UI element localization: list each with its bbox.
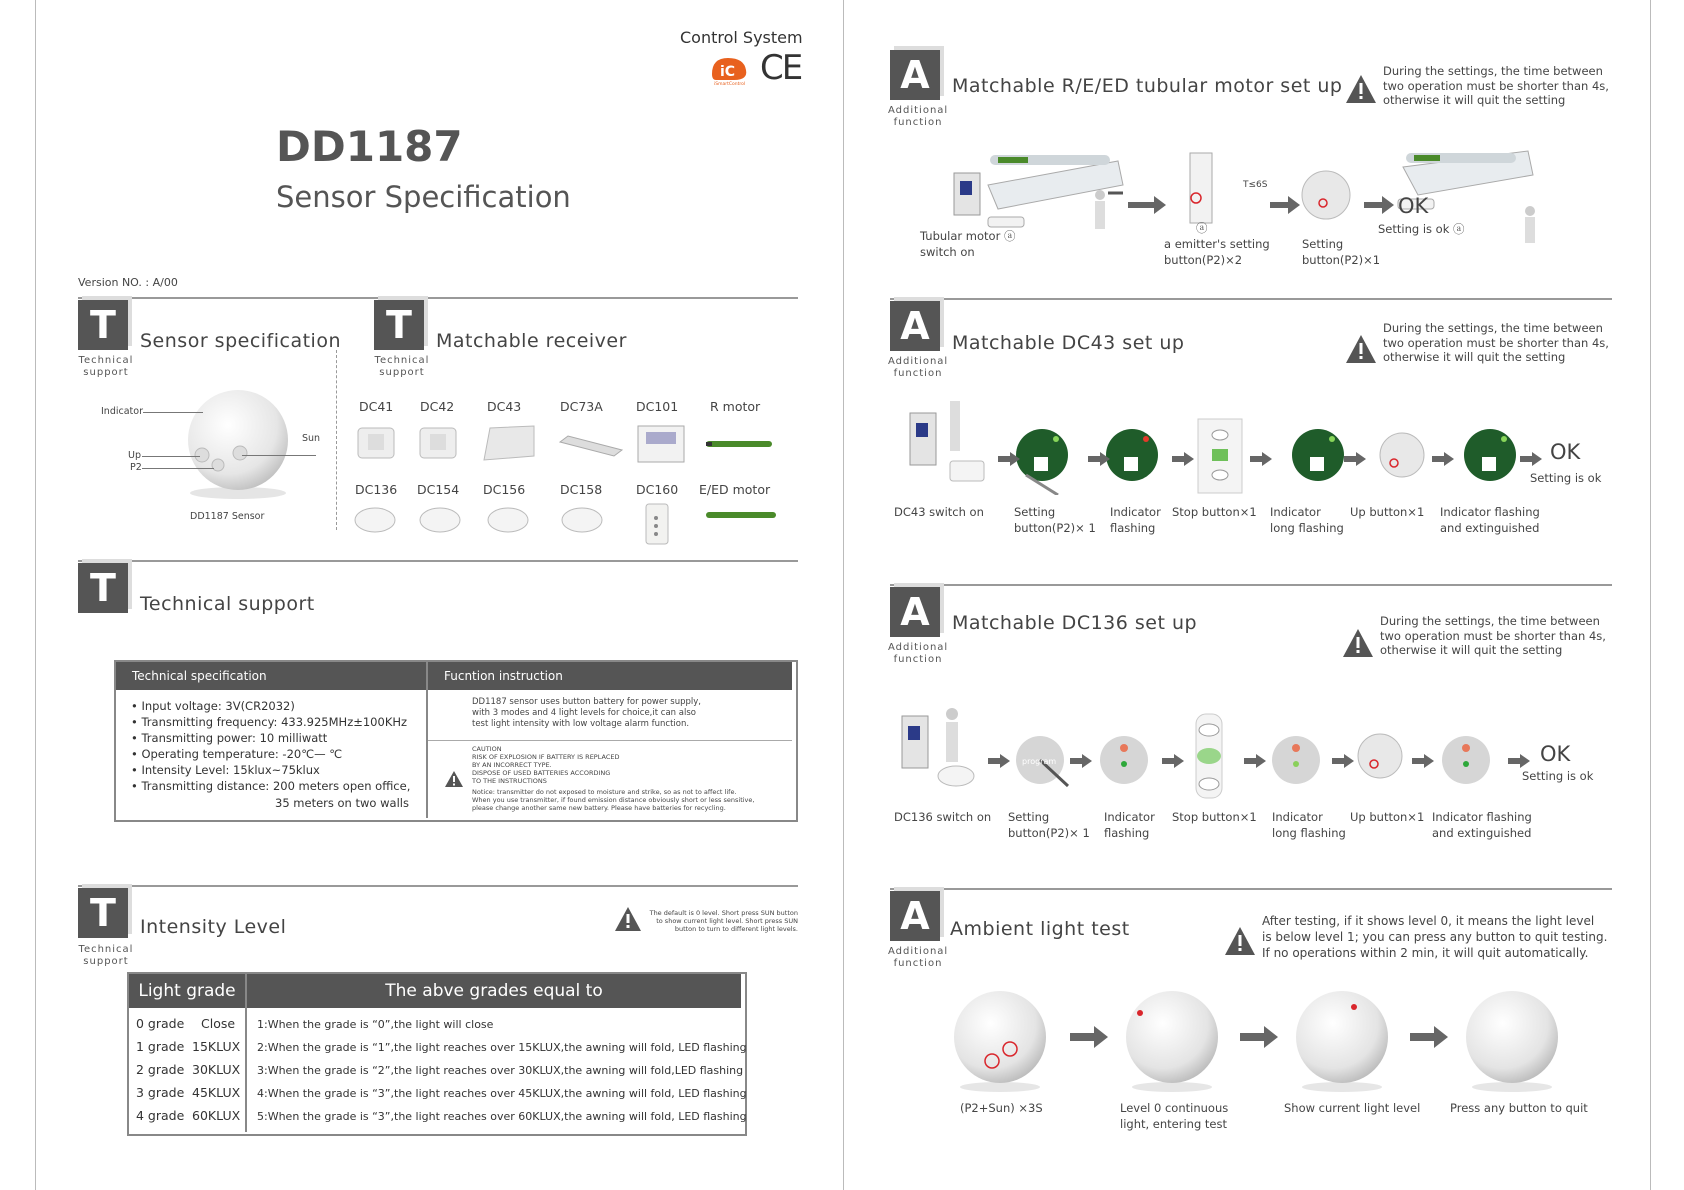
receiver-label: DC156 — [483, 482, 526, 497]
grade-cell: 3 grade — [136, 1085, 185, 1100]
step-label: Indicator flashing and extinguished — [1432, 810, 1532, 840]
step-label: (P2+Sun) ×3S — [960, 1101, 1043, 1115]
spec-item: • Transmitting distance: 200 meters open office, — [131, 778, 410, 794]
arrow-right-icon — [1270, 196, 1300, 214]
badge-caption: Technical support — [374, 355, 430, 378]
receiver-label: DC136 — [355, 482, 398, 497]
arrow-right-icon — [988, 754, 1010, 768]
step-label: Setting button(P2)× 1 — [1008, 810, 1090, 840]
badge-caption: Additional function — [888, 356, 949, 379]
step-label: Stop button×1 — [1172, 810, 1257, 824]
receiver-label: DC160 — [636, 482, 679, 497]
ok-label: OK — [1540, 742, 1571, 766]
step-label: Up button×1 — [1350, 505, 1425, 519]
grade-cell: 4 grade — [136, 1108, 185, 1123]
dc43-board-1 — [1016, 429, 1068, 495]
ok-label: OK — [1398, 194, 1429, 218]
timer-label: T≤6S — [1243, 180, 1268, 190]
dc73a-device — [560, 436, 622, 456]
grade-cell: 1 grade — [136, 1039, 185, 1054]
dc43-sensor — [1380, 433, 1424, 477]
dc136-illustrations — [900, 700, 1520, 800]
logo-text: iC — [720, 64, 736, 80]
grade-desc: 2:When the grade is “1”,the light reaches over 15KLUX,the awning will fold, LED flashing — [257, 1041, 747, 1054]
function-text: DD1187 sensor uses button battery for power supply, with 3 modes and 4 light levels for choice,it can also test light intensity with low voltage alarm function. — [472, 697, 701, 729]
dc101-device — [638, 426, 684, 462]
spec-item-tail: 35 meters on two walls — [275, 796, 409, 810]
receiver-label: DC42 — [420, 399, 455, 414]
dc43-board-4 — [1464, 429, 1516, 481]
leader-line — [142, 456, 200, 457]
tech-spec-header: Technical specification — [116, 662, 426, 690]
grade-value: 60KLUX — [192, 1108, 241, 1123]
step-label: Indicator long flashing — [1272, 810, 1346, 840]
person — [1095, 190, 1105, 229]
ambient-sensor-3 — [1296, 991, 1388, 1092]
arrow-right-icon — [1240, 1026, 1278, 1048]
badge-caption: Additional function — [888, 946, 949, 969]
arrow-right-icon — [1412, 754, 1434, 768]
receiver-label: DC43 — [487, 399, 522, 414]
technical-badge: T — [78, 300, 128, 350]
label-sun: Sun — [302, 433, 321, 444]
table-divider — [428, 740, 792, 741]
dc43-device — [484, 426, 534, 460]
receiver-label: DC73A — [560, 399, 603, 414]
arrow-right-icon — [1364, 196, 1394, 214]
awning-extended — [1403, 151, 1533, 195]
arrow-right-icon — [1410, 1026, 1448, 1048]
step-label: DC136 switch on — [894, 810, 992, 824]
arrow-right-icon — [1172, 452, 1194, 466]
grade-cell: 0 grade — [136, 1016, 185, 1031]
warning-icon — [1345, 334, 1377, 364]
program-label: program — [1022, 757, 1057, 766]
receiver-label: R motor — [710, 399, 761, 414]
arrow-right-icon — [1332, 754, 1354, 768]
document-title: DD1187 — [276, 122, 463, 171]
section-title-tech-support: Technical support — [140, 593, 315, 615]
dc43-board-3 — [1292, 429, 1344, 481]
arrow-right-icon — [1070, 754, 1092, 768]
spec-list — [131, 698, 410, 794]
section-rule — [890, 298, 1612, 300]
leader-line — [142, 468, 214, 469]
light-grade-header: Light grade — [129, 974, 245, 1008]
spec-item: • Input voltage: 3V(CR2032) — [131, 698, 410, 714]
page-border-left — [35, 0, 36, 1190]
dc43-note: During the settings, the time between two operation must be shorter than 4s, otherwise it will quit the setting — [1383, 321, 1609, 364]
section-divider — [336, 350, 337, 530]
dc136-stop-panel — [1196, 714, 1222, 798]
receiver-row2-illustrations — [350, 498, 780, 548]
dc43-switch — [910, 401, 984, 481]
dc136-indicator-2 — [1272, 736, 1320, 784]
step-label: Press any button to quit — [1450, 1101, 1588, 1115]
step-label: DC43 switch on — [894, 505, 984, 519]
label-p2: P2 — [130, 462, 142, 473]
leader-line — [143, 412, 203, 413]
ok-sub-label: Setting is ok — [1522, 769, 1594, 783]
technical-badge: T — [374, 300, 424, 350]
step-label: Indicator flashing and extinguished — [1440, 505, 1540, 535]
grade-value: Close — [201, 1016, 236, 1031]
grade-desc: 5:When the grade is “3”,the light reaches over 60KLUX,the awning will fold, LED flashing — [257, 1110, 747, 1123]
tubular-note: During the settings, the time between two operation must be shorter than 4s, otherwise it will quit the setting — [1383, 64, 1609, 107]
step-label: Up button×1 — [1350, 810, 1425, 824]
awning — [988, 155, 1123, 209]
page-border-right — [1650, 0, 1651, 1190]
ce-mark: CE — [760, 48, 802, 88]
badge-caption: Technical support — [78, 355, 134, 378]
sensor-illustration — [170, 385, 300, 505]
step-label: Stop button×1 — [1172, 505, 1257, 519]
section-title-dc136: Matchable DC136 set up — [952, 612, 1198, 634]
section-title-ambient: Ambient light test — [950, 918, 1130, 940]
arrow-right-icon — [1088, 452, 1110, 466]
receiver-row1-illustrations — [354, 420, 774, 470]
spec-item: • Intensity Level: 15klux~75klux — [131, 762, 410, 778]
section-rule — [78, 885, 798, 887]
grade-desc: 1:When the grade is “0”,the light will close — [257, 1018, 494, 1031]
section-title-tubular: Matchable R/E/ED tubular motor set up — [952, 75, 1343, 97]
additional-badge: A — [890, 587, 940, 637]
ambient-sensor-2 — [1126, 991, 1218, 1092]
dc136-sensor — [1358, 734, 1402, 778]
step-label: Show current light level — [1284, 1101, 1421, 1115]
badge-caption: Additional function — [888, 105, 949, 128]
section-title-intensity: Intensity Level — [140, 916, 287, 938]
step-label: Setting button(P2)×1 — [1302, 237, 1381, 267]
receiver-label: DC41 — [359, 399, 394, 414]
dc41-device — [358, 428, 394, 458]
section-title-dc43: Matchable DC43 set up — [952, 332, 1185, 354]
receiver-label: DC158 — [560, 482, 603, 497]
spec-item: • Transmitting power: 10 milliwatt — [131, 730, 410, 746]
function-header: Fucntion instruction — [428, 662, 792, 690]
arrow-right-icon — [1250, 452, 1272, 466]
intensity-note: The default is 0 level. Short press SUN button to show current light level. Short press SUN button to turn to different light levels. — [649, 909, 798, 933]
motor-switch — [954, 173, 980, 215]
section-rule — [890, 584, 1612, 586]
grade-desc: 3:When the grade is “2”,the light reaches over 30KLUX,the awning will fold,LED flashing — [257, 1064, 744, 1077]
arrow-right-icon — [1520, 452, 1542, 466]
arrow-right-icon — [1244, 754, 1266, 768]
grade-desc: 4:When the grade is “3”,the light reaches over 45KLUX,the awning will fold, LED flashing — [257, 1087, 747, 1100]
dc136-indicator-1 — [1100, 736, 1148, 784]
table-divider — [245, 974, 247, 1132]
warning-icon — [614, 906, 642, 932]
dc136-note: During the settings, the time between two operation must be shorter than 4s, otherwise it will quit the setting — [1380, 614, 1606, 657]
grades-equal-header: The abve grades equal to — [247, 974, 741, 1008]
label-indicator: Indicator — [101, 406, 143, 417]
notice-text: Notice: transmitter do not exposed to moisture and strike, so as not to affect life. When you use transmitter, if found emission distance obviously short or less sensitive, please change another same new battery. Please have batteries for recycling. — [472, 788, 755, 812]
badge-caption: Technical support — [78, 944, 134, 967]
warning-icon — [444, 770, 464, 788]
ok-sub-label: Setting is ok — [1530, 471, 1602, 485]
section-rule — [78, 297, 798, 299]
step-label: Tubular motor ⓐ switch on — [920, 229, 1016, 259]
additional-badge: A — [890, 50, 940, 100]
warning-icon — [1224, 926, 1256, 956]
leader-line — [242, 455, 316, 456]
ambient-sensor-4 — [1466, 991, 1558, 1092]
dc42-device — [420, 428, 456, 458]
step-label: Indicator long flashing — [1270, 505, 1344, 535]
warning-icon — [1342, 628, 1374, 658]
step-label: Setting button(P2)× 1 — [1014, 505, 1096, 535]
arrow-right-icon — [1344, 452, 1366, 466]
section-rule — [78, 560, 798, 562]
document-subtitle: Sensor Specification — [276, 180, 571, 214]
step-label: Level 0 continuous light, entering test — [1120, 1101, 1229, 1131]
ok-label: OK — [1550, 440, 1581, 464]
ok-sub-label: Setting is ok ⓐ — [1378, 222, 1465, 236]
arrow-right-icon — [1432, 452, 1454, 466]
sensor-caption: DD1187 Sensor — [190, 511, 265, 522]
arrow-right-icon — [1162, 754, 1184, 768]
ambient-note: After testing, if it shows level 0, it means the light level is below level 1; you can press any button to quit testing. If no operations within 2 min, it will quit automatically. — [1262, 914, 1608, 960]
person-2 — [1525, 206, 1535, 243]
receiver-label: DC101 — [636, 399, 679, 414]
r-motor-device — [706, 441, 772, 447]
version-number: Version NO. : A/00 — [78, 276, 178, 289]
step-label: Indicator flashing — [1110, 505, 1161, 535]
ambient-sensor-1 — [954, 991, 1046, 1092]
label-up: Up — [128, 450, 141, 461]
logo-subtext: iSmartControl — [714, 82, 746, 86]
remote — [988, 217, 1024, 227]
dc43-illustrations — [906, 395, 1526, 495]
dc136-indicator-3 — [1442, 736, 1490, 784]
technical-badge: T — [78, 563, 128, 613]
arrow-right-icon — [1128, 196, 1166, 214]
emitter — [1190, 153, 1212, 223]
dc43-stop-panel — [1198, 419, 1242, 493]
brand-name: Control System — [680, 28, 803, 47]
grade-value: 30KLUX — [192, 1062, 241, 1077]
grade-value: 15KLUX — [192, 1039, 241, 1054]
dc136-switch — [902, 708, 974, 786]
step-label: ⓐ a emitter's setting button(P2)×2 — [1164, 221, 1270, 267]
sensor-small — [1302, 171, 1350, 219]
spec-item: • Operating temperature: -20℃— ℃ — [131, 746, 410, 762]
spec-item: • Transmitting frequency: 433.925MHz±100KHz — [131, 714, 410, 730]
grade-cell: 2 grade — [136, 1062, 185, 1077]
step-label: Indicator flashing — [1104, 810, 1155, 840]
arrow-right-icon — [998, 452, 1020, 466]
page-divider — [843, 0, 844, 1190]
warning-icon — [1345, 74, 1377, 104]
dc43-board-2 — [1106, 429, 1158, 481]
brand-logo — [708, 52, 750, 86]
section-rule — [890, 888, 1612, 890]
section-title-receiver: Matchable receiver — [436, 330, 627, 352]
additional-badge: A — [890, 891, 940, 941]
technical-badge: T — [78, 888, 128, 938]
section-title-sensor: Sensor specification — [140, 330, 341, 352]
grade-value: 45KLUX — [192, 1085, 241, 1100]
receiver-label: E/ED motor — [699, 482, 771, 497]
caution-text: CAUTION RISK OF EXPLOSION IF BATTERY IS REPLACED BY AN INCORRECT TYPE. DISPOSE OF USED BATTERIES ACCORDING TO THE INSTRUCTIONS — [472, 745, 620, 785]
additional-badge: A — [890, 301, 940, 351]
badge-caption: Additional function — [888, 642, 949, 665]
arrow-right-icon — [1070, 1026, 1108, 1048]
receiver-label: DC154 — [417, 482, 460, 497]
arrow-right-icon — [1508, 754, 1530, 768]
